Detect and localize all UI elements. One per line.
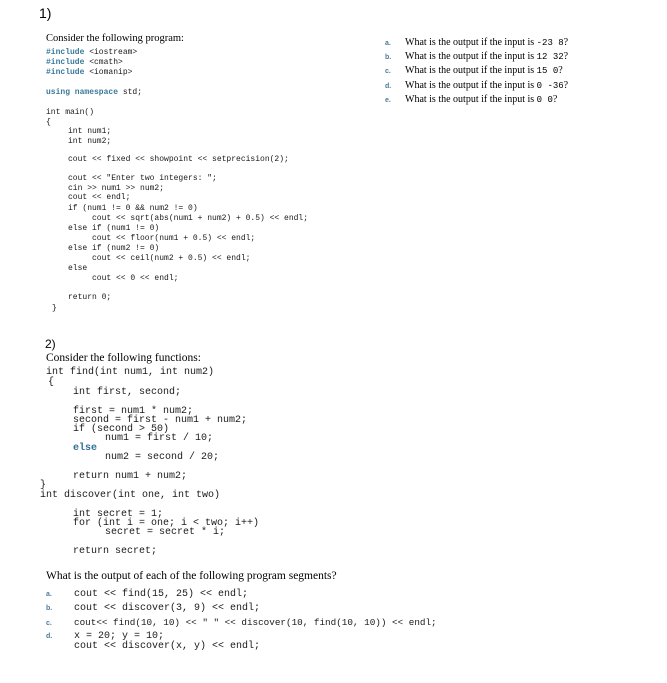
decl-line: int first, second;	[73, 387, 182, 398]
question-item: c. What is the output if the input is 15 0?	[385, 65, 563, 76]
else-line: else	[73, 443, 98, 454]
include-line: #include <iostream>	[46, 48, 138, 57]
else-line: else	[68, 264, 88, 273]
code-line: num1 = first / 10;	[105, 433, 214, 444]
code-line: num2 = second / 20;	[105, 452, 220, 463]
return-line: return num1 + num2;	[73, 471, 188, 482]
problem-2-number: 2)	[45, 337, 56, 351]
code-line: cout << sqrt(abs(num1 + num2) + 0.5) << endl;	[92, 214, 309, 223]
problem-1-intro: Consider the following program:	[46, 33, 184, 44]
code-line: second = first - num1 + num2;	[73, 415, 248, 426]
code-line: cout << ceil(num2 + 0.5) << endl;	[92, 254, 251, 263]
problem-2-intro: Consider the following functions:	[46, 352, 201, 364]
segment-item: cout << discover(x, y) << endl;	[74, 641, 261, 652]
open-brace: {	[46, 118, 51, 127]
return-line: return secret;	[73, 546, 158, 557]
using-line: using namespace std;	[46, 88, 143, 97]
include-line: #include <cmath>	[46, 58, 123, 67]
question-item: b. What is the output if the input is 12 32?	[385, 51, 569, 62]
close-brace: }	[52, 304, 57, 313]
code-line: secret = secret * i;	[105, 527, 226, 538]
segment-item: b. cout << discover(3, 9) << endl;	[46, 603, 261, 614]
main-signature: int main()	[46, 108, 95, 117]
code-line: cout << floor(num1 + 0.5) << endl;	[92, 234, 256, 243]
segment-item: d. x = 20; y = 10;	[46, 631, 165, 642]
for-line: for (int i = one; i < two; i++)	[73, 518, 260, 529]
question-item: a. What is the output if the input is -23 8?	[385, 37, 569, 48]
include-line: #include <iomanip>	[46, 68, 133, 77]
return-line: return 0;	[68, 293, 112, 302]
discover-signature: int discover(int one, int two)	[40, 490, 221, 501]
if-line: if (second > 50)	[73, 424, 170, 435]
problem-2-question: What is the output of each of the following program segments?	[46, 570, 337, 582]
problem-1-number: 1)	[39, 5, 52, 21]
code-line: cout << fixed << showpoint << setprecision(2);	[68, 155, 289, 164]
open-brace: {	[48, 377, 55, 388]
elseif-line: else if (num1 != 0)	[68, 224, 160, 233]
close-brace: }	[40, 480, 47, 491]
segment-item: a. cout << find(15, 25) << endl;	[46, 589, 249, 600]
elseif-line: else if (num2 != 0)	[68, 244, 160, 253]
segment-item: c. cout<< find(10, 10) << " " << discover(10, find(10, 10)) << endl;	[46, 617, 437, 628]
decl-line: int secret = 1;	[73, 509, 164, 520]
if-line: if (num1 != 0 && num2 != 0)	[68, 204, 198, 213]
question-item: e. What is the output if the input is 0 0?	[385, 94, 558, 105]
decl-line: int num1;	[68, 127, 112, 136]
decl-line: int num2;	[68, 137, 112, 146]
code-line: cin >> num1 >> num2;	[68, 184, 165, 193]
code-line: cout << "Enter two integers: ";	[68, 174, 217, 183]
code-line: cout << 0 << endl;	[92, 274, 179, 283]
code-line: cout << endl;	[68, 193, 131, 202]
find-signature: int find(int num1, int num2)	[46, 367, 215, 378]
question-item: d. What is the output if the input is 0 -36?	[385, 80, 569, 91]
code-line: first = num1 * num2;	[73, 406, 194, 417]
